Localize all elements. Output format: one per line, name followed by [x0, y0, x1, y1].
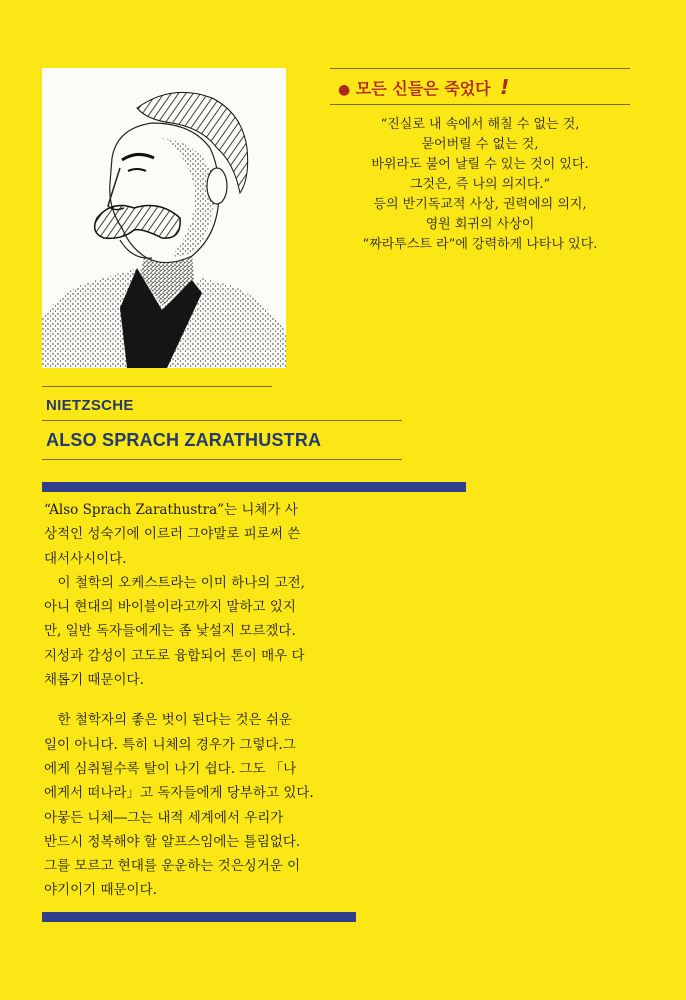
- body-line: “Also Sprach Zarathustra”는 니체가 사: [44, 502, 298, 518]
- title-block: [42, 386, 402, 460]
- quote-line: “짜라투스트 라”에 강력하게 나타나 있다.: [362, 237, 598, 252]
- book-title: ALSO SPRACH ZARATHUSTRA: [46, 430, 322, 450]
- bullet-icon: ●: [338, 82, 351, 98]
- body-line: 야기이기 때문이다.: [44, 882, 157, 899]
- quote-text: [330, 115, 630, 255]
- body-line: 채롭기 때문이다.: [44, 672, 144, 689]
- quote-block: [330, 68, 630, 255]
- quote-line: 등의 반기독교적 사상, 권력에의 의지,: [373, 197, 587, 212]
- body-line: 대서사시이다.: [44, 550, 127, 567]
- body-line: 상적인 성숙기에 이르러 그야말로 피로써 쓴: [44, 526, 301, 543]
- quote-title-text: 모든 신들은 죽었다: [355, 79, 491, 98]
- quote-line: 바위라도 불어 날릴 수 있는 것이 있다.: [371, 157, 589, 172]
- book-title-rule: [42, 459, 402, 460]
- top-rule: [330, 68, 630, 69]
- author-rule-bottom: [42, 420, 402, 421]
- body-line: 에게서 떠나라」고 독자들에게 당부하고 있다.: [44, 785, 314, 802]
- quote-title-exclamation: !: [500, 75, 510, 99]
- body-line: 만, 일반 독자들에게는 좀 낯설지 모르겠다.: [44, 623, 296, 640]
- body-line: 일이 아니다. 특히 니체의 경우가 그렇다.그: [44, 736, 296, 753]
- quote-title: [338, 75, 630, 99]
- paragraph-2: [44, 708, 364, 902]
- body-line: 그를 모르고 현대를 운운하는 것은싱거운 이: [44, 858, 301, 875]
- quote-line: “진실로 내 속에서 해칠 수 없는 것,: [380, 117, 580, 132]
- blue-divider-bottom: [42, 912, 356, 922]
- body-line: 이 철학의 오케스트라는 이미 하나의 고전,: [44, 574, 305, 591]
- nietzsche-portrait: [42, 68, 286, 368]
- blue-divider-top: [42, 482, 466, 492]
- quote-line: 영원 회귀의 사상이: [425, 217, 535, 232]
- body-line: 반드시 정복해야 할 알프스임에는 틀림없다.: [44, 833, 301, 850]
- body-text: [44, 498, 364, 903]
- title-rule: [330, 104, 630, 105]
- body-line: 에게 심취될수록 탈이 나기 쉽다. 그도 「나: [44, 760, 297, 777]
- body-line: 한 철학자의 좋은 벗이 된다는 것은 쉬운: [44, 712, 292, 729]
- body-line: 지성과 감성이 고도로 융합되어 톤이 매우 다: [44, 647, 305, 664]
- author-name: NIETZSCHE: [46, 397, 134, 414]
- body-line: 아니 현대의 바이블이라고까지 말하고 있지: [44, 599, 296, 616]
- quote-line: 그것은, 즉 나의 의지다.”: [409, 177, 551, 192]
- paragraph-1: [44, 498, 364, 692]
- quote-line: 묻어버릴 수 없는 것,: [421, 137, 539, 152]
- body-line: 아뭏든 니체―그는 내적 세계에서 우리가: [44, 809, 284, 826]
- author-rule-top: [42, 386, 272, 387]
